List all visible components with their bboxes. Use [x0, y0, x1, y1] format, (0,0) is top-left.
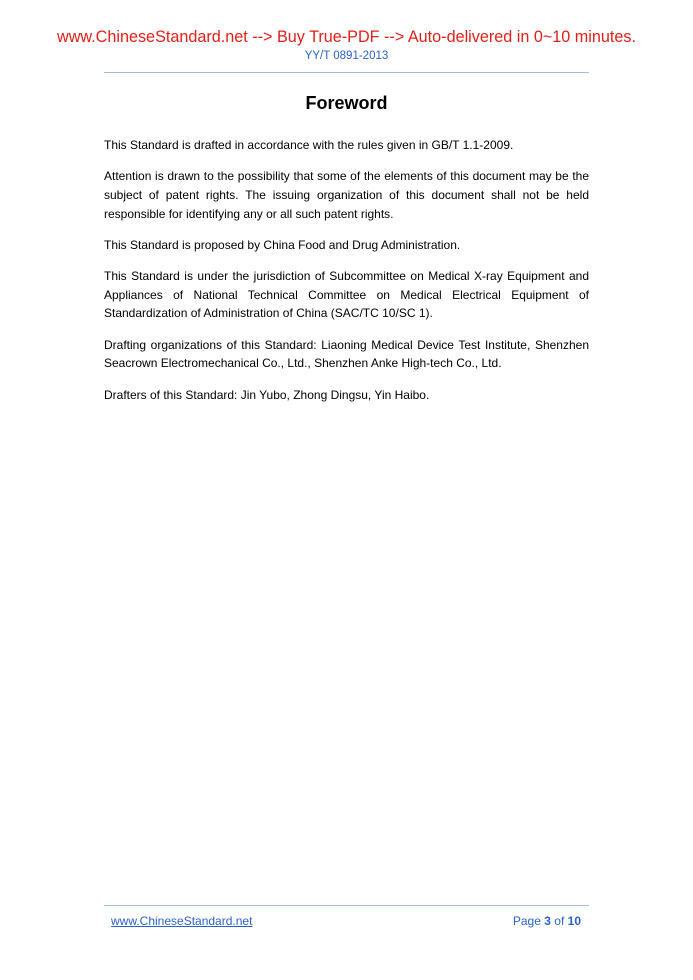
- paragraph-drafters: Drafters of this Standard: Jin Yubo, Zhong Dingsu, Yin Haibo.: [104, 387, 430, 402]
- page-label: Page: [512, 914, 541, 928]
- page-of-label: of: [554, 914, 565, 928]
- paragraph-patent-notice: Attention is drawn to the possibility that some of the elements of this document may be the subject of patent rights. The issuing organization of this document shall not be held responsible for identifying any or all such patent rights.: [104, 169, 589, 221]
- paragraph-drafting-organizations: Drafting organizations of this Standard: Liaoning Medical Device Test Institute, Shenzhen Seacrown Electromechanical Co., Ltd., Shenzhen Anke High-tech Co., Ltd.: [104, 337, 589, 371]
- foreword-body: [104, 136, 589, 417]
- paragraph-proposer: This Standard is proposed by China Food and Drug Administration.: [104, 237, 461, 252]
- footer-divider: [104, 905, 589, 906]
- header-divider: [104, 72, 589, 73]
- footer-website-link[interactable]: www.ChineseStandard.net: [111, 914, 253, 928]
- page-number: 3: [544, 914, 551, 928]
- header-banner: www.ChineseStandard.net --> Buy True-PDF --> Auto-delivered in 0~10 minutes.: [57, 28, 636, 46]
- page-total: 10: [567, 914, 581, 928]
- page-title: Foreword: [305, 93, 388, 113]
- standard-code: YY/T 0891-2013: [304, 50, 389, 62]
- paragraph-jurisdiction: This Standard is under the jurisdiction of Subcommittee on Medical X-ray Equipment and Appliances of National Technical Committee on Medical Electrical Equipment of Standardization of Administration of China (SAC/TC 10/SC 1).: [104, 269, 589, 321]
- paragraph-drafting-rules: This Standard is drafted in accordance with the rules given in GB/T 1.1-2009.: [104, 138, 514, 152]
- page-indicator: [513, 913, 581, 929]
